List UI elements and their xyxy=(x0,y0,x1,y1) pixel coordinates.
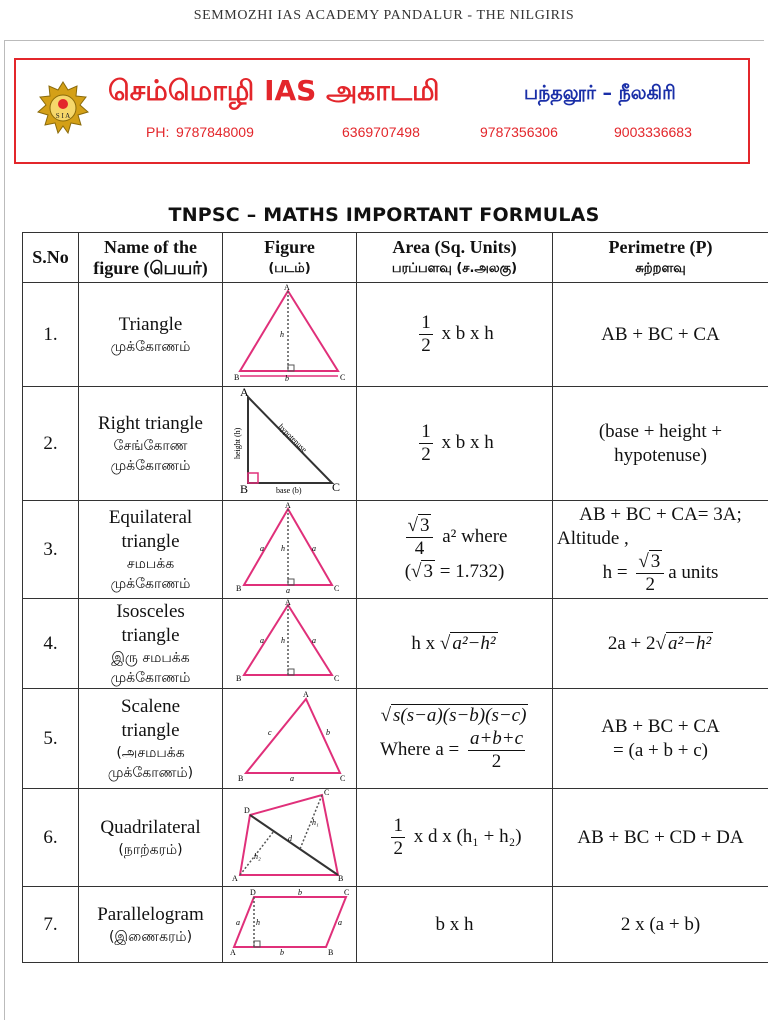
row-number: 2. xyxy=(23,387,79,501)
col-header-perimeter: Perimetre (P) சுற்றளவு xyxy=(553,233,768,283)
svg-text:A: A xyxy=(284,501,291,510)
svg-text:c: c xyxy=(267,728,272,737)
academy-name-tamil: செம்மொழி IAS அகாடமி xyxy=(108,74,440,107)
isosceles-triangle-figure xyxy=(230,599,350,683)
figure-name: Equilateral triangle சமபக்க முக்கோணம் xyxy=(79,501,223,599)
svg-text:h: h xyxy=(280,544,285,553)
col-header-sno: S.No xyxy=(23,233,79,283)
academy-logo xyxy=(34,80,92,138)
svg-text:A: A xyxy=(283,283,290,292)
svg-text:a: a xyxy=(285,586,290,593)
perimeter-formula: AB + BC + CA xyxy=(553,283,768,387)
perimeter-formula: (base + height + hypotenuse) xyxy=(553,387,768,501)
row-number: 4. xyxy=(23,599,79,689)
svg-text:h: h xyxy=(280,636,285,645)
area-formula: h x √ a²−h² xyxy=(357,599,553,689)
svg-text:height (h): height (h) xyxy=(232,427,242,459)
svg-text:C: C xyxy=(331,480,340,494)
table-row xyxy=(23,887,768,963)
table-row xyxy=(23,599,768,689)
svg-text:base (b): base (b) xyxy=(275,486,302,495)
svg-text:C: C xyxy=(339,774,345,783)
right-triangle-figure xyxy=(228,387,352,495)
svg-text:a: a xyxy=(235,918,240,927)
svg-text:h₂: h₂ xyxy=(253,852,261,861)
perimeter-formula: 2 x (a + b) xyxy=(553,887,768,963)
area-formula: √ s(s−a)(s−b)(s−c) Where a = $\frac{a+b+c}{2}$ xyxy=(357,689,553,789)
scalene-triangle-figure xyxy=(230,689,350,783)
area-formula: $\frac{1}{2}$ x b x h xyxy=(357,283,553,387)
perimeter-formula: AB + BC + CA = (a + b + c) xyxy=(553,689,768,789)
figure-cell xyxy=(223,501,357,599)
svg-text:a: a xyxy=(311,544,316,553)
figure-cell xyxy=(223,887,357,963)
svg-text:C: C xyxy=(339,373,345,381)
svg-text:C: C xyxy=(333,674,339,683)
row-number: 6. xyxy=(23,789,79,887)
svg-text:B: B xyxy=(337,874,343,881)
perimeter-formula: AB + BC + CD + DA xyxy=(553,789,768,887)
svg-text:a: a xyxy=(259,636,264,645)
svg-text:b: b xyxy=(284,374,289,381)
quadrilateral-figure xyxy=(228,789,352,881)
phone-number: 9003336683 xyxy=(614,124,692,140)
figure-cell xyxy=(223,387,357,501)
row-number: 1. xyxy=(23,283,79,387)
area-formula: $\frac{1}{2}$ x b x h xyxy=(357,387,553,501)
svg-text:hypotenuse: hypotenuse xyxy=(276,422,309,455)
area-formula: b x h xyxy=(357,887,553,963)
table-row xyxy=(23,789,768,887)
area-formula: $\frac{1}{2}$ x d x (h₁ + h₂) xyxy=(357,789,553,887)
document-title: TNPSC – MATHS IMPORTANT FORMULAS xyxy=(168,204,600,226)
area-formula: $\frac{√ 3}{4}$ a² where (√ 3 = 1.732) xyxy=(357,501,553,599)
triangle-figure xyxy=(230,283,350,381)
row-number: 3. xyxy=(23,501,79,599)
perimeter-formula: AB + BC + CA= 3A; Altitude , h = $\frac{√ 3}{2}$ a units xyxy=(553,501,768,599)
figure-name: Quadrilateral (நாற்கரம்) xyxy=(79,789,223,887)
table-row xyxy=(23,283,768,387)
svg-text:h: h xyxy=(255,918,260,927)
running-header: SEMMOZHI IAS ACADEMY PANDALUR - THE NILGIRIS xyxy=(193,8,575,23)
svg-text:C: C xyxy=(343,888,349,897)
phone-number: 9787356306 xyxy=(480,124,558,140)
svg-text:a: a xyxy=(259,544,264,553)
svg-text:h₁: h₁ xyxy=(311,818,319,827)
figure-cell xyxy=(223,599,357,689)
figure-name: Right triangle சேங்கோண முக்கோணம் xyxy=(79,387,223,501)
svg-text:B: B xyxy=(239,482,248,495)
svg-text:h: h xyxy=(279,330,284,339)
svg-text:A: A xyxy=(229,948,236,957)
row-number: 7. xyxy=(23,887,79,963)
row-number: 5. xyxy=(23,689,79,789)
svg-text:b: b xyxy=(325,728,330,737)
svg-text:C: C xyxy=(333,584,339,593)
svg-text:a: a xyxy=(289,774,294,783)
equilateral-triangle-figure xyxy=(230,501,350,593)
academy-place-tamil: பந்தலூர் – நீலகிரி xyxy=(524,82,676,104)
svg-text:B: B xyxy=(233,373,239,381)
figure-cell xyxy=(223,789,357,887)
svg-text:A: A xyxy=(302,690,309,699)
col-header-name: Name of the figure (பெயர்) xyxy=(79,233,223,283)
svg-text:C: C xyxy=(323,789,329,797)
svg-text:B: B xyxy=(235,584,241,593)
academy-banner xyxy=(14,58,750,164)
parallelogram-figure xyxy=(228,887,352,957)
phone-number: 9787848009 xyxy=(176,124,254,140)
formulas-table xyxy=(22,232,768,963)
figure-name: Parallelogram (இணைகரம்) xyxy=(79,887,223,963)
svg-text:a: a xyxy=(337,918,342,927)
table-row xyxy=(23,689,768,789)
svg-text:B: B xyxy=(327,948,333,957)
svg-text:D: D xyxy=(243,806,250,815)
svg-text:D: D xyxy=(249,888,256,897)
figure-cell xyxy=(223,689,357,789)
phone-number: 6369707498 xyxy=(342,124,420,140)
perimeter-formula: 2a + 2√ a²−h² xyxy=(553,599,768,689)
svg-text:B: B xyxy=(235,674,241,683)
table-row xyxy=(23,501,768,599)
svg-text:b: b xyxy=(279,948,284,957)
svg-text:A: A xyxy=(239,387,249,399)
figure-cell xyxy=(223,283,357,387)
figure-name: Isosceles triangle இரு சமபக்க முக்கோணம் xyxy=(79,599,223,689)
table-header-row xyxy=(23,233,768,283)
table-row xyxy=(23,387,768,501)
phone-label: PH: xyxy=(146,124,170,140)
svg-text:A: A xyxy=(231,874,238,881)
svg-text:a: a xyxy=(311,636,316,645)
col-header-area: Area (Sq. Units) பரப்பளவு (ச.அலகு) xyxy=(357,233,553,283)
col-header-figure: Figure (படம்) xyxy=(223,233,357,283)
figure-name: Triangle முக்கோணம் xyxy=(79,283,223,387)
svg-text:B: B xyxy=(237,774,243,783)
svg-text:A: A xyxy=(284,599,291,607)
svg-text:S I A: S I A xyxy=(55,112,71,120)
svg-text:d: d xyxy=(287,834,292,843)
svg-text:b: b xyxy=(297,888,302,897)
figure-name: Scalene triangle (அசமபக்க முக்கோணம்) xyxy=(79,689,223,789)
